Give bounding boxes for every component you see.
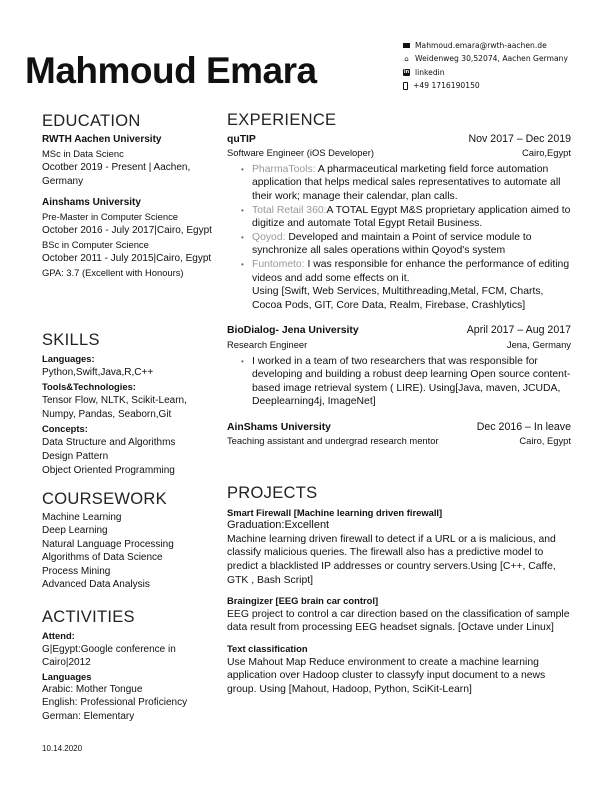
- section-heading: ACTIVITIES: [42, 608, 135, 626]
- bullet: [241, 231, 571, 258]
- bullet-text: A TOTAL Egypt M&S proprietary application aimed to digitize and automate Total Egypt Retail Business.: [252, 204, 571, 230]
- job-period: Dec 2016 – In leave: [476, 420, 571, 433]
- concept: Design Pattern: [42, 451, 109, 462]
- job-period: April 2017 – Aug 2017: [466, 324, 571, 337]
- language: Arabic: Mother Tongue: [42, 684, 143, 696]
- degree: MSc in Data Scienc: [42, 148, 124, 159]
- job: [227, 133, 571, 313]
- role: Software Engineer (iOS Developer): [227, 147, 374, 159]
- skills-label: Concepts:: [42, 423, 88, 434]
- attend-label: Attend:: [42, 630, 75, 642]
- project-description: Use Mahout Map Reduce environment to create a machine learning application over Hadoop cluster to classyfy input document to a news group. Using [Mahout, Hadoop, Python, SciKit-Learn]: [227, 656, 546, 695]
- section-heading: PROJECTS: [227, 484, 318, 502]
- project-name: Text classification: [227, 642, 308, 654]
- address: Weidenweg 30,52074, Aachen Germany: [415, 54, 568, 64]
- email-link[interactable]: Mahmoud.emara@rwth-aachen.de: [415, 41, 547, 50]
- bullet: [241, 163, 571, 204]
- degree: BSc in Computer Science: [42, 239, 149, 250]
- concept: Object Oriented Programming: [42, 465, 175, 476]
- education-section: [42, 114, 220, 280]
- project-label: Qoyod:: [252, 231, 286, 243]
- skills-label: Languages:: [42, 353, 95, 364]
- location: Jena, Germany: [506, 338, 571, 350]
- location: Cairo, Egypt: [519, 435, 571, 447]
- concept: Data Structure and Algorithms: [42, 437, 176, 448]
- project-grade: Graduation:Excellent: [227, 519, 330, 532]
- skills-section: [42, 333, 220, 478]
- job: [227, 421, 571, 448]
- language: German: Elementary: [42, 710, 135, 722]
- language: English: Professional Proficiency: [42, 697, 188, 709]
- contact-info: [403, 39, 568, 93]
- course: Process Mining: [42, 565, 111, 577]
- degree: Pre-Master in Computer Science: [42, 211, 178, 222]
- job: [227, 324, 571, 409]
- tech-used: Using [Swift, Web Services, Multithreading,Metal, FCM, Charts, Cocoa Pods, GIT, Core Data, Realm, Firebase, Crashlytics]: [252, 286, 544, 311]
- bullet: • I worked in a team of two researchers that was responsible for developing and building a robust deep learning Open source content-based image retrieval system ( LIRE). Using[Java, maven, JCUDA, Deeplearning4j, ImageNet]: [241, 355, 571, 409]
- languages-label: Languages: [42, 670, 92, 682]
- period: October 2016 - July 2017|Cairo, Egypt: [42, 225, 212, 236]
- section-heading: COURSEWORK: [42, 490, 167, 508]
- bullet-text: Developed and maintain a Point of service module to synchronize all sales operations within Qoyod's system: [252, 231, 532, 257]
- role: Research Engineer: [227, 338, 308, 350]
- course: Algorithms of Data Science: [42, 552, 163, 564]
- bullet: [241, 204, 571, 231]
- coursework-section: [42, 492, 220, 591]
- location: Cairo,Egypt: [522, 147, 571, 159]
- company: quTIP: [227, 133, 256, 145]
- project-description: EEG project to control a car direction based on the classification of sample data result from processing EEG headset signals. [Octave under Linux]: [227, 608, 570, 634]
- job-period: Nov 2017 – Dec 2019: [468, 132, 571, 145]
- phone-icon: [403, 82, 408, 90]
- company: AinShams University: [227, 421, 331, 433]
- section-heading: EXPERIENCE: [227, 111, 337, 129]
- phone: +49 1716190150: [413, 81, 480, 91]
- school-name: RWTH Aachen University: [42, 134, 162, 145]
- linkedin-link[interactable]: linkedin: [415, 67, 445, 77]
- attend-value: G|Egypt:Google conference in Cairo|2012: [42, 643, 176, 669]
- skills-value: Tensor Flow, NLTK, Scikit-Learn, Numpy, Pandas, Seaborn,Git: [42, 395, 187, 420]
- role: Teaching assistant and undergrad research mentor: [227, 435, 439, 447]
- project-name: Braingizer [EEG brain car control]: [227, 595, 379, 607]
- linkedin-icon: in: [403, 69, 410, 76]
- section-heading: SKILLS: [42, 331, 100, 349]
- course: Natural Language Processing: [42, 538, 174, 550]
- home-icon: ⌂: [404, 54, 409, 63]
- bullet-text: I was responsible for enhance the performance of editing videos and add some effects on it.: [252, 258, 570, 284]
- skills-value: Python,Swift,Java,R,C++: [42, 367, 154, 378]
- project-label: Total Retail 360:: [252, 204, 327, 216]
- bullet-text: A pharmaceutical marketing field force automation application that helps medical sales representatives to automate all their work; manage their calendar, plan calls.: [252, 163, 561, 202]
- experience-section: [227, 111, 571, 448]
- period: Ocotber 2019 - Present | Aachen, Germany: [42, 162, 191, 187]
- period: October 2011 - July 2015|Cairo, Egypt: [42, 253, 212, 264]
- bullet: [241, 258, 571, 312]
- skills-label: Tools&Technologies:: [42, 381, 136, 392]
- gpa: GPA: 3.7 (Excellent with Honours): [42, 267, 184, 278]
- section-heading: EDUCATION: [42, 112, 141, 130]
- activities-section: [42, 608, 220, 723]
- project-name: Smart Firewall [Machine learning driven firewall]: [227, 506, 443, 518]
- project-label: Funtometo:: [252, 258, 305, 270]
- project-description: Machine learning driven firewall to detect if a URL or a is malicious, and classify malicious queries. The firewall also has a predictive model to predict a blacklisted IP addresses or country servers.Using [C++, Caffe, GTK , Bash Script]: [227, 533, 556, 586]
- course: Advanced Data Analysis: [42, 579, 150, 591]
- school-name: Ainshams University: [42, 197, 141, 208]
- envelope-icon: [403, 43, 410, 48]
- course: Machine Learning: [42, 512, 122, 523]
- candidate-name: Mahmoud Emara: [25, 50, 317, 91]
- course: Deep Learning: [42, 525, 108, 537]
- projects-section: [227, 484, 571, 696]
- document-date: 10.14.2020: [42, 744, 83, 753]
- company: BioDialog- Jena University: [227, 325, 359, 337]
- project-label: PharmaTools:: [252, 163, 316, 175]
